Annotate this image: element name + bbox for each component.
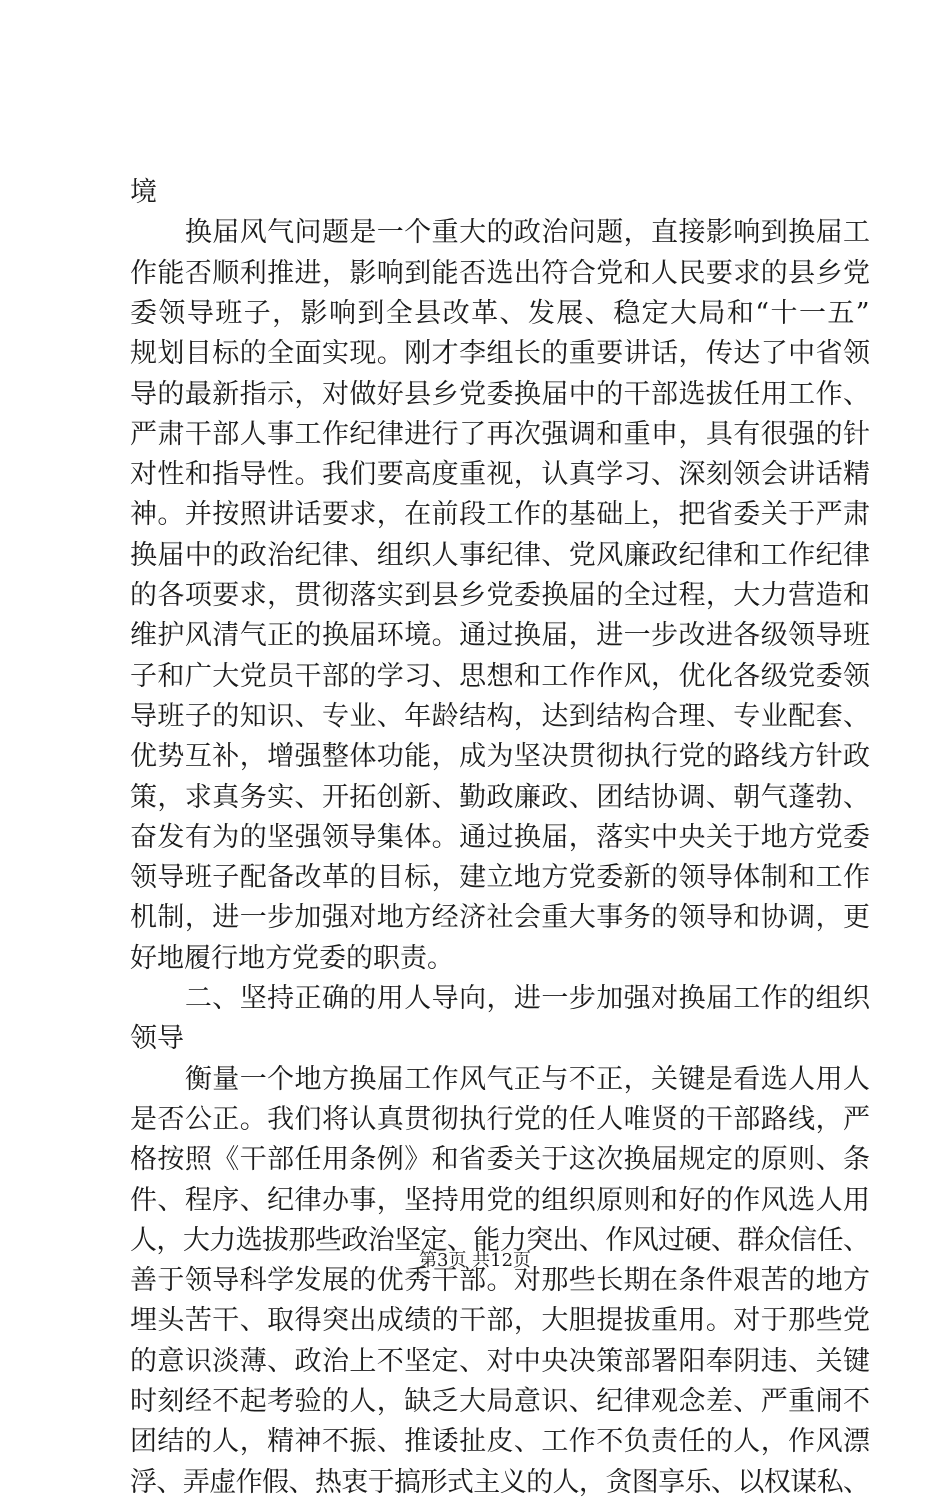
text-line: 领导班子配备改革的目标，建立地方党委新的领导体制和工作: [130, 862, 871, 894]
text-line: 二、坚持正确的用人导向，进一步加强对换届工作的组织: [130, 983, 871, 1014]
text-line: 的意识淡薄、政治上不坚定、对中央决策部署阳奉阴违、关键: [130, 1345, 871, 1377]
text-line: 奋发有为的坚强领导集体。通过换届，落实中央关于地方党委: [130, 821, 871, 853]
text-line: 埋头苦干、取得突出成绩的干部，大胆提拔重用。对于那些党: [130, 1305, 871, 1337]
text-line: 浮、弄虚作假、热衷于搞形式主义的人，贪图享乐、以权谋私、: [130, 1466, 870, 1498]
text-line: 格按照《干部任用条例》和省委关于这次换届规定的原则、条: [130, 1144, 871, 1176]
text-line: 的各项要求，贯彻落实到县乡党委换届的全过程，大力营造和: [130, 580, 871, 611]
text-line: 神。并按照讲话要求，在前段工作的基础上，把省委关于严肃: [130, 499, 871, 531]
text-line: 导的最新指示，对做好县乡党委换届中的干部选拔任用工作、: [130, 378, 871, 410]
text-line: 严肃干部人事工作纪律进行了再次强调和重申，具有很强的针: [130, 418, 871, 450]
text-line: 导班子的知识、专业、年龄结构，达到结构合理、专业配套、: [130, 700, 871, 732]
text-line: 委领导班子，影响到全县改革、发展、稳定大局和“十一五”: [130, 297, 872, 329]
text-line: 优势互补，增强整体功能，成为坚决贯彻执行党的路线方针政: [130, 741, 871, 773]
text-line: 维护风清气正的换届环境。通过换届，进一步改进各级领导班: [130, 620, 871, 652]
text-line: 机制，进一步加强对地方经济社会重大事务的领导和协调，更: [130, 902, 871, 934]
text-line: 子和广大党员干部的学习、思想和工作作风，优化各级党委领: [130, 660, 871, 692]
text-line: 领导: [130, 1023, 184, 1055]
text-line: 团结的人，精神不振、推诿扯皮、工作不负责任的人，作风漂: [130, 1426, 871, 1458]
text-line: 策，求真务实、开拓创新、勤政廉政、团结协调、朝气蓬勃、: [130, 781, 871, 813]
page-footer: 第3页 共12页: [418, 1250, 532, 1271]
text-line: 是否公正。我们将认真贯彻执行党的任人唯贤的干部路线，严: [130, 1103, 871, 1135]
text-line: 善于领导科学发展的优秀干部。对那些长期在条件艰苦的地方: [130, 1265, 871, 1297]
text-line: 换届中的政治纪律、组织人事纪律、党风廉政纪律和工作纪律: [130, 539, 871, 571]
text-line: 规划目标的全面实现。刚才李组长的重要讲话，传达了中省领: [130, 338, 871, 370]
text-line: 境: [130, 177, 157, 208]
text-line: 时刻经不起考验的人，缺乏大局意识、纪律观念差、严重闹不: [130, 1386, 871, 1417]
text-line: 人，大力选拔那些政治坚定、能力突出、作风过硬、群众信任、: [130, 1224, 870, 1256]
text-line: 对性和指导性。我们要高度重视，认真学习、深刻领会讲话精: [130, 459, 871, 491]
text-line: 换届风气问题是一个重大的政治问题，直接影响到换届工: [130, 217, 871, 249]
text-line: 好地履行地方党委的职责。: [130, 942, 454, 974]
text-line: 衡量一个地方换届工作风气正与不正，关键是看选人用人: [130, 1063, 871, 1095]
text-line: 作能否顺利推进，影响到能否选出符合党和人民要求的县乡党: [130, 257, 871, 289]
text-line: 件、程序、纪律办事，坚持用党的组织原则和好的作风选人用: [130, 1184, 871, 1216]
